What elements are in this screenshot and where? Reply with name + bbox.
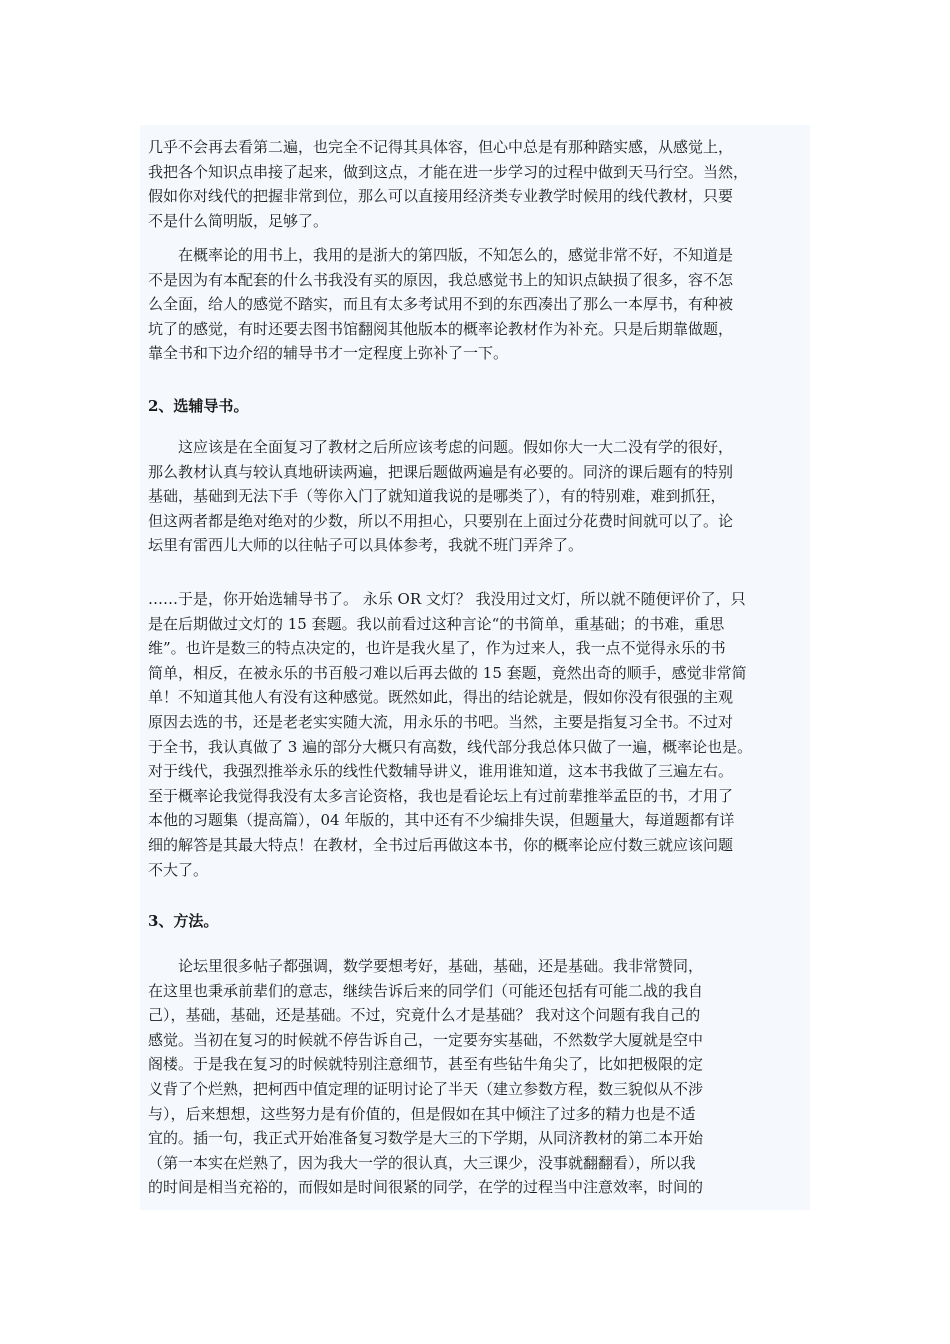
text-line: 在概率论的用书上，我用的是浙大的第四版，不知怎么的，感觉非常不好，不知道是 [178, 246, 734, 264]
document-body [140, 125, 810, 1210]
text-line: （第一本实在烂熟了，因为我大一学的很认真，大三课少，没事就翻翻看），所以我 [148, 1153, 696, 1172]
text-line: 坛里有雷西儿大师的以往帖子可以具体参考，我就不班门弄斧了。 [148, 536, 584, 555]
text-line: 于全书，我认真做了 3 遍的部分大概只有高数，线代部分我总体只做了一遍，概率论也是。 [148, 737, 753, 756]
text-line: 与），后来想想，这些努力是有价值的，但是假如在其中倾注了过多的精力也是不适 [148, 1104, 696, 1123]
paragraph-linear-algebra-textbook [148, 135, 808, 233]
text-line: 细的解答是其最大特点！在教材，全书过后再做这本书，你的概率论应付数三就应该问题 [148, 835, 734, 854]
text-line: 不是因为有本配套的什么书我没有买的原因，我总感觉书上的知识点缺损了很多，容不怎 [148, 270, 734, 289]
text-line: 简单，相反，在被永乐的书百般刁难以后再去做的 15 套题，竟然出奇的顺手，感觉非常简 [148, 663, 747, 682]
text-line: 坑了的感觉，有时还要去图书馆翻阅其他版本的概率论教材作为补充。只是后期靠做题， [148, 319, 734, 338]
text-line: 是在后期做过文灯的 15 套题。我以前看过这种言论“的书简单，重基础；的书难，重思 [148, 614, 725, 633]
text-line: 单！不知道其他人有没有这种感觉。既然如此，得出的结论就是，假如你没有很强的主观 [148, 688, 734, 707]
text-line: 感觉。当初在复习的时候就不停告诉自己，一定要夯实基础，不然数学大厦就是空中 [148, 1030, 704, 1049]
text-line: 几乎不会再去看第二遍，也完全不记得其具体容，但心中总是有那种踏实感，从感觉上， [148, 138, 734, 156]
text-line: 假如你对线代的把握非常到位，那么可以直接用经济类专业教学时候用的线代教材，只要 [148, 187, 734, 206]
text-line: 至于概率论我觉得我没有太多言论资格，我也是看论坛上有过前辈推举孟臣的书，才用了 [148, 786, 734, 805]
text-line: 在这里也秉承前辈们的意志，继续告诉后来的同学们（可能还包括有可能二战的我自 [148, 981, 704, 1000]
text-line: 己），基础，基础，还是基础。不过，究竟什么才是基础？ 我对这个问题有我自己的 [148, 1006, 701, 1025]
text-line: 但这两者都是绝对绝对的少数，所以不用担心，只要别在上面过分花费时间就可以了。论 [148, 511, 734, 530]
text-line: 原因去选的书，还是老老实实随大流，用永乐的书吧。当然，主要是指复习全书。不过对 [148, 712, 734, 731]
text-line: 基础，基础到无法下手（等你入门了就知道我说的是哪类了），有的特别难，难到抓狂， [148, 487, 726, 506]
paragraph-fundamentals [148, 954, 808, 1200]
section-heading-choose-guides: 2、选辅导书。 [148, 397, 249, 415]
text-line: 么全面，给人的感觉不踏实，而且有太多考试用不到的东西凑出了那么一本厚书，有种被 [148, 295, 734, 314]
text-line: 不大了。 [148, 860, 209, 879]
text-line: 论坛里很多帖子都强调，数学要想考好，基础，基础，还是基础。我非常赞同， [178, 957, 704, 975]
paragraph-probability-textbook [148, 243, 808, 366]
text-line: 义背了个烂熟，把柯西中值定理的证明讨论了半天（建立参数方程，数三貌似从不涉 [148, 1079, 704, 1098]
text-line: ……于是，你开始选辅导书了。 永乐 OR 文灯？ 我没用过文灯，所以就不随便评价了，只 [148, 590, 746, 608]
text-line: 这应该是在全面复习了教材之后所应该考虑的问题。假如你大一大二没有学的很好， [178, 438, 734, 456]
text-line: 宜的。插一句，我正式开始准备复习数学是大三的下学期，从同济教材的第二本开始 [148, 1129, 704, 1148]
text-line: 那么教材认真与较认真地研读两遍，把课后题做两遍是有必要的。同济的课后题有的特别 [148, 462, 734, 481]
text-line: 我把各个知识点串接了起来，做到这点，才能在进一步学习的过程中做到天马行空。当然， [148, 162, 749, 181]
section-heading-methods: 3、方法。 [148, 912, 219, 930]
text-line: 的时间是相当充裕的，而假如是时间很紧的同学，在学的过程当中注意效率，时间的 [148, 1178, 704, 1197]
text-line: 本他的习题集（提高篇），04 年版的，其中还有不少编排失误，但题量大，每道题都有详 [148, 811, 735, 830]
text-line: 维”。也许是数三的特点决定的，也许是我火星了，作为过来人，我一点不觉得永乐的书 [148, 639, 726, 658]
text-line: 不是什么简明版，足够了。 [148, 211, 329, 230]
text-line: 阁楼。于是我在复习的时候就特别注意细节，甚至有些钻牛角尖了，比如把极限的定 [148, 1055, 704, 1074]
paragraph-review-textbook [148, 435, 808, 558]
text-line: 对于线代，我强烈推举永乐的线性代数辅导讲义，谁用谁知道，这本书我做了三遍左右。 [148, 762, 734, 781]
paragraph-guide-books [148, 587, 808, 882]
text-line: 靠全书和下边介绍的辅导书才一定程度上弥补了一下。 [148, 344, 509, 363]
